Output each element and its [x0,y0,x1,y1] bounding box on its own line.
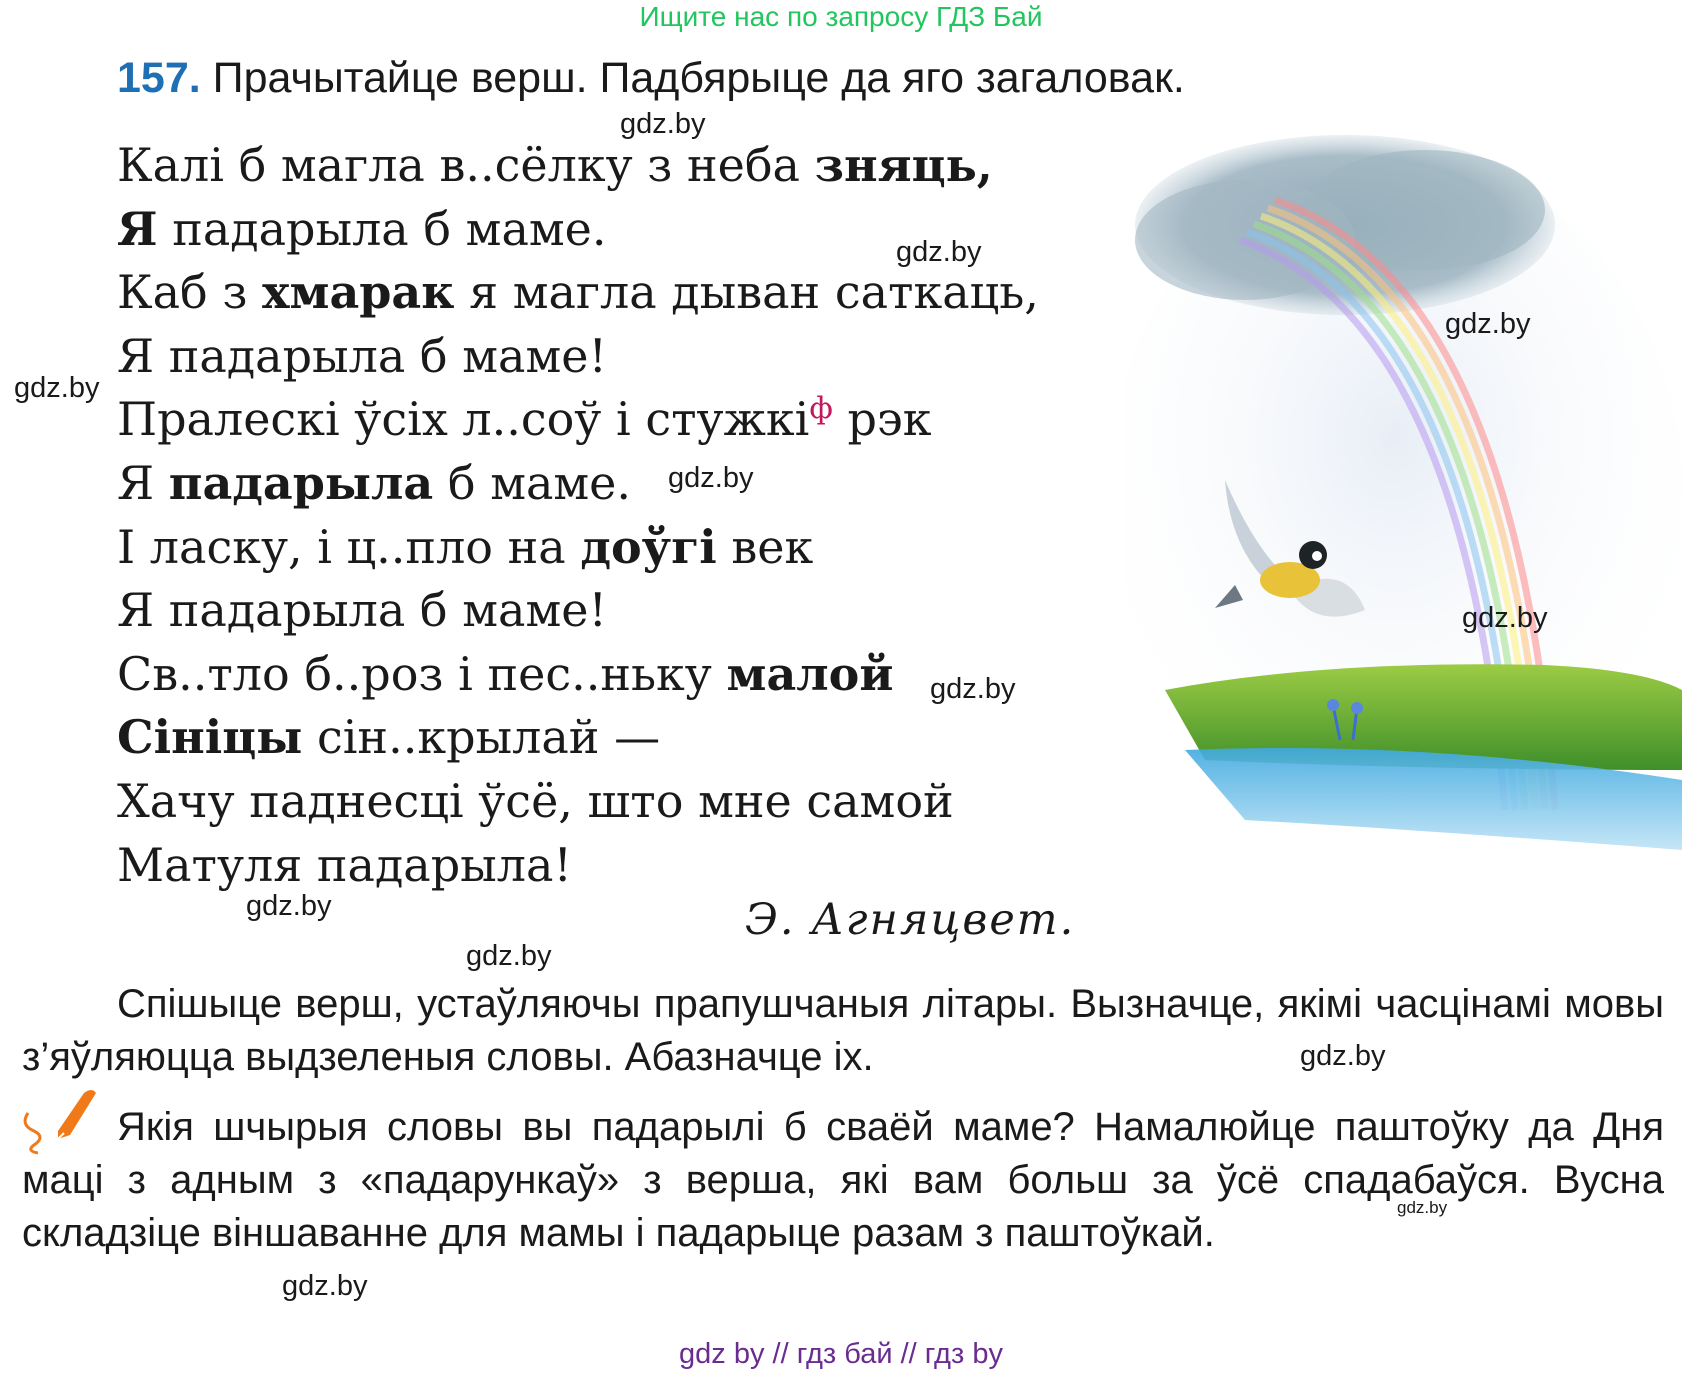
footer-watermark: gdz by // гдз бай // гдз by [679,1338,1003,1370]
watermark: gdz.by [14,372,100,404]
highlighted-word: зняць, [814,138,993,192]
poem-line-6: Я падарыла б маме. [117,455,632,510]
task-number: 157. [117,54,201,102]
poem-author: Э. Агняцвет. [745,895,1076,945]
task-title [117,52,1185,104]
poem-line-11: Хачу паднесці ўсё, што мне самой [117,773,954,828]
poem-line-4: Я падарыла б маме! [117,328,607,383]
highlighted-word: падарыла [168,455,434,510]
watermark: gdz.by [1445,308,1531,340]
footnote-mark: ф [809,392,833,428]
watermark: gdz.by [620,108,706,140]
highlighted-word: хмарак [262,265,455,320]
poem-line-7: І ласку, і ц..пло на доўгі век [117,519,814,574]
highlighted-word: малой [726,646,894,701]
poem-line-9: Св..тло б..роз і пес..ньку малой [117,646,894,701]
poem-line-1: Калі б магла в..сёлку з неба зняць, [117,138,993,192]
highlighted-word: Я [117,201,158,256]
exercise-paragraph-2: Якія шчырыя словы вы падарылі б сваёй маме? Намалюйце паштоўку да Дня маці з адным з «падарункаў» з верша, які вам больш за ўсё спадабаўся. Вусна складзіце віншаванне для мамы і падарыце разам з паштоўкай. [22,1105,1664,1255]
watermark: gdz.by [1397,1198,1448,1217]
rainbow-illustration [1125,130,1682,920]
watermark: gdz.by [1462,602,1548,634]
highlighted-word: доўгі [580,519,717,574]
highlighted-word: Сініцы [117,710,303,765]
poem-line-12: Матуля падарыла! [117,837,572,892]
poem-line-2: Я падарыла б маме. [117,201,607,256]
watermark: gdz.by [896,236,982,268]
watermark: gdz.by [668,462,754,494]
task-instruction: Прачытайце верш. Падбярыце да яго загаловак. [212,54,1185,102]
poem-line-10: Сініцы сін..крылай — [117,710,661,765]
watermark: gdz.by [1300,1040,1386,1072]
watermark: gdz.by [246,890,332,922]
top-banner: Ищите нас по запросу ГДЗ Бай [639,1,1043,32]
watermark: gdz.by [930,673,1016,705]
poem-line-8: Я падарыла б маме! [117,583,607,638]
poem-line-3: Каб з хмарак я магла дыван саткаць, [117,265,1039,320]
watermark: gdz.by [282,1270,368,1302]
poem-line-5: Пралескі ўсіх л..соў і стужкі$^ф$ рэк [117,392,932,447]
watermark: gdz.by [466,940,552,972]
exercise-paragraph-1: Спішыце верш, устаўляючы прапушчаныя літары. Вызначце, якімі часцінамі мовы з’яўляюцца выдзеленыя словы. Абазначце іх. [22,982,1664,1079]
